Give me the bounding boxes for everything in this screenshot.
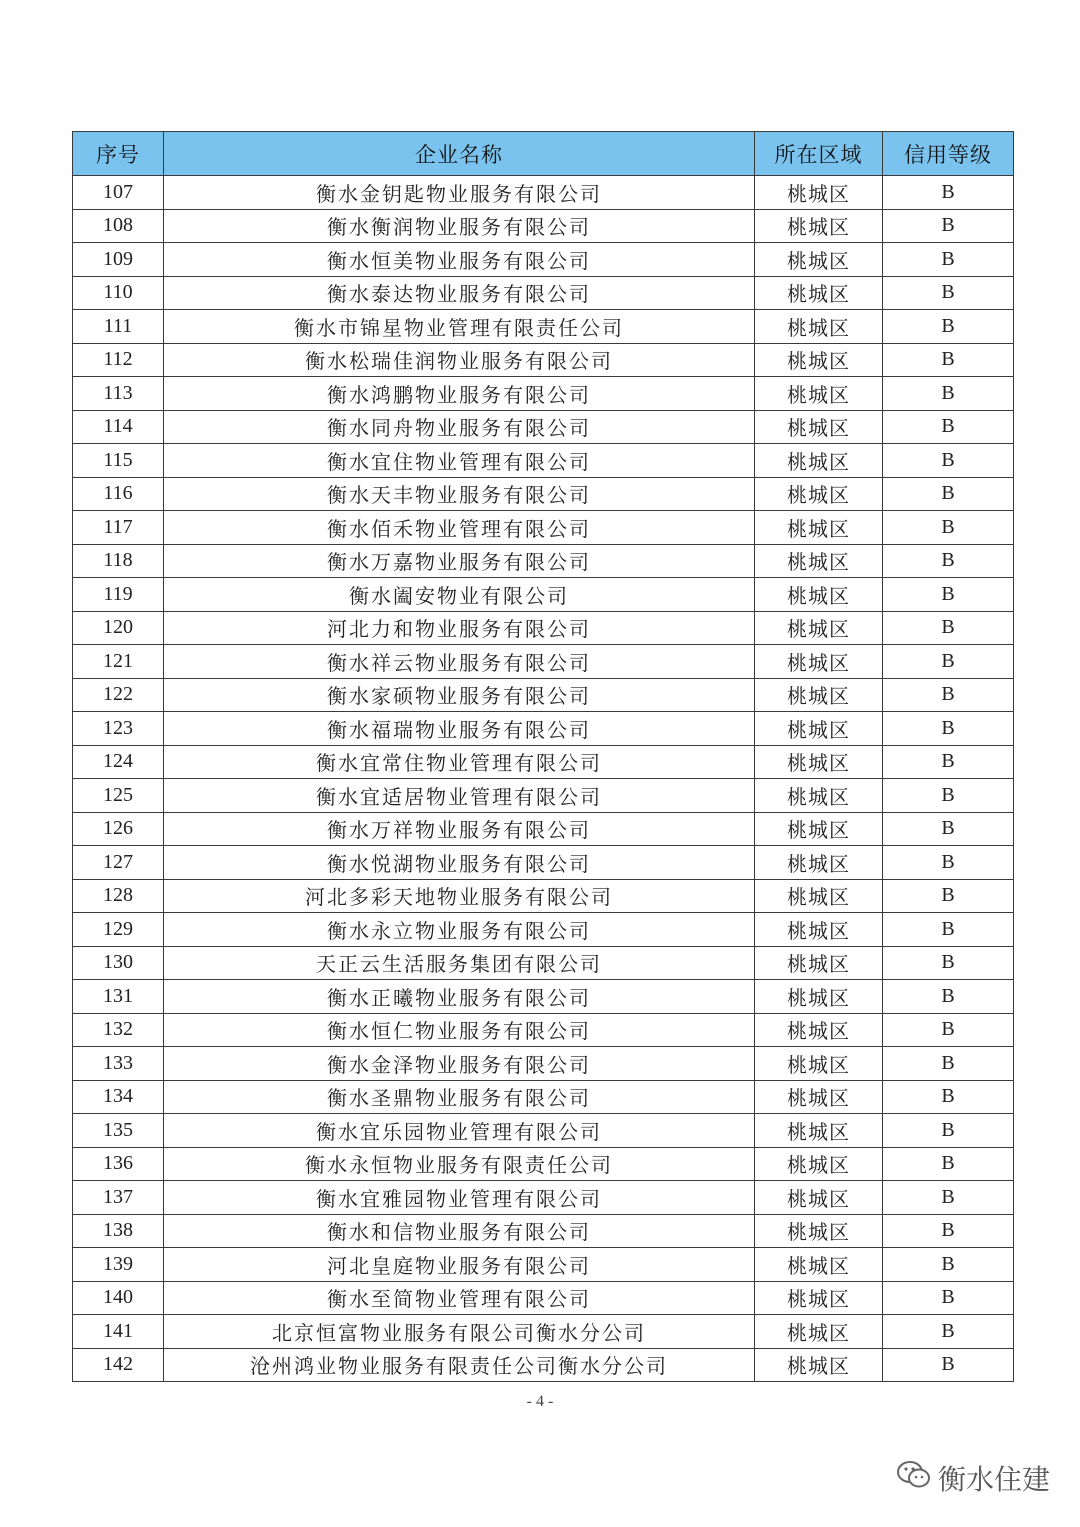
table-row [73, 444, 1014, 478]
cell-region: 桃城区 [755, 243, 883, 277]
cell-company-name: 衡水泰达物业服务有限公司 [164, 276, 755, 310]
cell-index: 108 [73, 209, 164, 243]
cell-grade: B [883, 745, 1014, 779]
cell-company-name: 天正云生活服务集团有限公司 [164, 946, 755, 980]
cell-region: 桃城区 [755, 1348, 883, 1382]
cell-company-name: 衡水至简物业管理有限公司 [164, 1281, 755, 1315]
cell-company-name: 衡水天丰物业服务有限公司 [164, 477, 755, 511]
cell-index: 140 [73, 1281, 164, 1315]
wechat-icon [896, 1460, 932, 1497]
cell-grade: B [883, 276, 1014, 310]
cell-company-name: 衡水万祥物业服务有限公司 [164, 812, 755, 846]
table-row [73, 410, 1014, 444]
table-row [73, 511, 1014, 545]
cell-company-name: 沧州鸿业物业服务有限责任公司衡水分公司 [164, 1348, 755, 1382]
header-grade: 信用等级 [883, 132, 1014, 176]
cell-region: 桃城区 [755, 745, 883, 779]
cell-grade: B [883, 410, 1014, 444]
cell-region: 桃城区 [755, 946, 883, 980]
cell-region: 桃城区 [755, 1315, 883, 1349]
cell-region: 桃城区 [755, 209, 883, 243]
table-row [73, 1348, 1014, 1382]
cell-region: 桃城区 [755, 477, 883, 511]
cell-index: 107 [73, 176, 164, 210]
cell-index: 120 [73, 611, 164, 645]
cell-grade: B [883, 1248, 1014, 1282]
cell-company-name: 衡水同舟物业服务有限公司 [164, 410, 755, 444]
cell-company-name: 衡水宜住物业管理有限公司 [164, 444, 755, 478]
cell-grade: B [883, 611, 1014, 645]
table-row [73, 1315, 1014, 1349]
cell-index: 138 [73, 1214, 164, 1248]
cell-grade: B [883, 1013, 1014, 1047]
cell-region: 桃城区 [755, 846, 883, 880]
cell-company-name: 衡水阖安物业有限公司 [164, 578, 755, 612]
cell-company-name: 衡水悦湖物业服务有限公司 [164, 846, 755, 880]
cell-company-name: 北京恒富物业服务有限公司衡水分公司 [164, 1315, 755, 1349]
cell-region: 桃城区 [755, 611, 883, 645]
cell-company-name: 衡水万嘉物业服务有限公司 [164, 544, 755, 578]
cell-index: 115 [73, 444, 164, 478]
cell-company-name: 衡水金钥匙物业服务有限公司 [164, 176, 755, 210]
cell-index: 128 [73, 879, 164, 913]
cell-grade: B [883, 846, 1014, 880]
cell-index: 137 [73, 1181, 164, 1215]
cell-region: 桃城区 [755, 1248, 883, 1282]
cell-index: 127 [73, 846, 164, 880]
cell-region: 桃城区 [755, 511, 883, 545]
cell-grade: B [883, 913, 1014, 947]
table-row [73, 343, 1014, 377]
table-row [73, 209, 1014, 243]
cell-index: 121 [73, 645, 164, 679]
table-row [73, 745, 1014, 779]
cell-region: 桃城区 [755, 276, 883, 310]
cell-company-name: 衡水永恒物业服务有限责任公司 [164, 1147, 755, 1181]
cell-index: 110 [73, 276, 164, 310]
cell-grade: B [883, 1214, 1014, 1248]
cell-grade: B [883, 1147, 1014, 1181]
header-index: 序号 [73, 132, 164, 176]
cell-region: 桃城区 [755, 310, 883, 344]
page-number: - 4 - [526, 1393, 554, 1410]
cell-region: 桃城区 [755, 1281, 883, 1315]
cell-index: 113 [73, 377, 164, 411]
cell-region: 桃城区 [755, 1080, 883, 1114]
watermark-text: 衡水住建 [937, 1463, 1050, 1496]
table-row [73, 611, 1014, 645]
table-row [73, 243, 1014, 277]
cell-grade: B [883, 444, 1014, 478]
cell-grade: B [883, 712, 1014, 746]
table-row [73, 578, 1014, 612]
cell-region: 桃城区 [755, 779, 883, 813]
cell-region: 桃城区 [755, 544, 883, 578]
cell-index: 109 [73, 243, 164, 277]
cell-region: 桃城区 [755, 879, 883, 913]
cell-index: 135 [73, 1114, 164, 1148]
cell-region: 桃城区 [755, 1114, 883, 1148]
cell-index: 111 [73, 310, 164, 344]
cell-index: 116 [73, 477, 164, 511]
cell-region: 桃城区 [755, 1214, 883, 1248]
cell-company-name: 衡水永立物业服务有限公司 [164, 913, 755, 947]
cell-region: 桃城区 [755, 645, 883, 679]
cell-company-name: 衡水衡润物业服务有限公司 [164, 209, 755, 243]
watermark [896, 1458, 1050, 1498]
cell-index: 129 [73, 913, 164, 947]
table-row [73, 1080, 1014, 1114]
table-body [73, 176, 1014, 1382]
table-row [73, 544, 1014, 578]
cell-company-name: 衡水宜雅园物业管理有限公司 [164, 1181, 755, 1215]
cell-company-name: 衡水家硕物业服务有限公司 [164, 678, 755, 712]
cell-index: 119 [73, 578, 164, 612]
table-row [73, 1248, 1014, 1282]
table-header [73, 132, 1014, 176]
cell-region: 桃城区 [755, 444, 883, 478]
table-row [73, 980, 1014, 1014]
cell-company-name: 河北力和物业服务有限公司 [164, 611, 755, 645]
cell-region: 桃城区 [755, 176, 883, 210]
table-row [73, 1281, 1014, 1315]
table-row [73, 1114, 1014, 1148]
cell-region: 桃城区 [755, 1047, 883, 1081]
cell-grade: B [883, 678, 1014, 712]
cell-company-name: 衡水市锦星物业管理有限责任公司 [164, 310, 755, 344]
table-row [73, 176, 1014, 210]
cell-index: 122 [73, 678, 164, 712]
cell-index: 125 [73, 779, 164, 813]
cell-region: 桃城区 [755, 712, 883, 746]
table-row [73, 1047, 1014, 1081]
cell-index: 130 [73, 946, 164, 980]
table-row [73, 678, 1014, 712]
cell-company-name: 河北多彩天地物业服务有限公司 [164, 879, 755, 913]
cell-grade: B [883, 1080, 1014, 1114]
table-row [73, 276, 1014, 310]
cell-grade: B [883, 343, 1014, 377]
cell-company-name: 衡水圣鼎物业服务有限公司 [164, 1080, 755, 1114]
cell-index: 112 [73, 343, 164, 377]
cell-index: 139 [73, 1248, 164, 1282]
cell-grade: B [883, 1114, 1014, 1148]
cell-grade: B [883, 578, 1014, 612]
table-row [73, 377, 1014, 411]
cell-index: 141 [73, 1315, 164, 1349]
cell-grade: B [883, 779, 1014, 813]
cell-grade: B [883, 377, 1014, 411]
table-row [73, 1147, 1014, 1181]
table-row [73, 946, 1014, 980]
cell-grade: B [883, 812, 1014, 846]
cell-region: 桃城区 [755, 980, 883, 1014]
cell-company-name: 衡水福瑞物业服务有限公司 [164, 712, 755, 746]
cell-company-name: 河北皇庭物业服务有限公司 [164, 1248, 755, 1282]
cell-company-name: 衡水松瑞佳润物业服务有限公司 [164, 343, 755, 377]
cell-region: 桃城区 [755, 377, 883, 411]
cell-company-name: 衡水和信物业服务有限公司 [164, 1214, 755, 1248]
cell-company-name: 衡水宜适居物业管理有限公司 [164, 779, 755, 813]
cell-index: 133 [73, 1047, 164, 1081]
cell-region: 桃城区 [755, 578, 883, 612]
cell-company-name: 衡水佰禾物业管理有限公司 [164, 511, 755, 545]
cell-index: 118 [73, 544, 164, 578]
cell-company-name: 衡水鸿鹏物业服务有限公司 [164, 377, 755, 411]
cell-index: 126 [73, 812, 164, 846]
credit-rating-table [72, 131, 1014, 1382]
cell-company-name: 衡水宜乐园物业管理有限公司 [164, 1114, 755, 1148]
cell-company-name: 衡水祥云物业服务有限公司 [164, 645, 755, 679]
cell-grade: B [883, 1281, 1014, 1315]
cell-grade: B [883, 544, 1014, 578]
cell-company-name: 衡水恒仁物业服务有限公司 [164, 1013, 755, 1047]
cell-region: 桃城区 [755, 1013, 883, 1047]
cell-company-name: 衡水金泽物业服务有限公司 [164, 1047, 755, 1081]
cell-grade: B [883, 511, 1014, 545]
cell-region: 桃城区 [755, 1181, 883, 1215]
cell-grade: B [883, 477, 1014, 511]
cell-company-name: 衡水恒美物业服务有限公司 [164, 243, 755, 277]
cell-grade: B [883, 980, 1014, 1014]
header-row [73, 132, 1014, 176]
cell-grade: B [883, 1181, 1014, 1215]
cell-grade: B [883, 645, 1014, 679]
cell-region: 桃城区 [755, 812, 883, 846]
cell-company-name: 衡水正曦物业服务有限公司 [164, 980, 755, 1014]
table-row [73, 913, 1014, 947]
table-row [73, 1181, 1014, 1215]
cell-index: 124 [73, 745, 164, 779]
cell-region: 桃城区 [755, 913, 883, 947]
cell-grade: B [883, 1348, 1014, 1382]
table-row [73, 712, 1014, 746]
table-row [73, 1214, 1014, 1248]
header-region: 所在区域 [755, 132, 883, 176]
cell-grade: B [883, 176, 1014, 210]
header-name: 企业名称 [164, 132, 755, 176]
cell-index: 131 [73, 980, 164, 1014]
cell-index: 134 [73, 1080, 164, 1114]
cell-grade: B [883, 209, 1014, 243]
cell-grade: B [883, 1047, 1014, 1081]
cell-index: 117 [73, 511, 164, 545]
cell-grade: B [883, 243, 1014, 277]
cell-grade: B [883, 1315, 1014, 1349]
cell-index: 136 [73, 1147, 164, 1181]
table-row [73, 812, 1014, 846]
table-row [73, 310, 1014, 344]
cell-company-name: 衡水宜常住物业管理有限公司 [164, 745, 755, 779]
table-row [73, 846, 1014, 880]
cell-region: 桃城区 [755, 1147, 883, 1181]
cell-region: 桃城区 [755, 343, 883, 377]
cell-index: 142 [73, 1348, 164, 1382]
cell-grade: B [883, 946, 1014, 980]
cell-grade: B [883, 310, 1014, 344]
table-row [73, 477, 1014, 511]
cell-region: 桃城区 [755, 410, 883, 444]
cell-index: 132 [73, 1013, 164, 1047]
table-row [73, 879, 1014, 913]
cell-index: 114 [73, 410, 164, 444]
cell-region: 桃城区 [755, 678, 883, 712]
table-row [73, 645, 1014, 679]
cell-grade: B [883, 879, 1014, 913]
table-row [73, 779, 1014, 813]
table-row [73, 1013, 1014, 1047]
cell-index: 123 [73, 712, 164, 746]
